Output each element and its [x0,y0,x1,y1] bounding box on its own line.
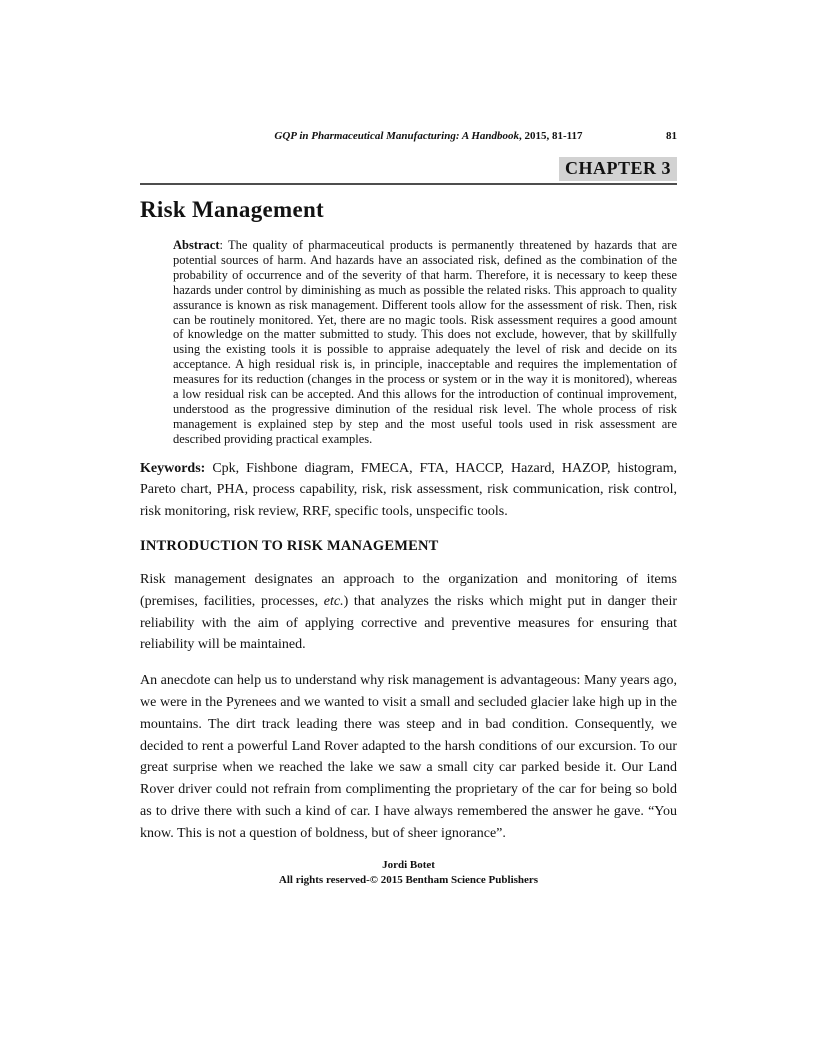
abstract-label: Abstract [173,238,220,252]
page-content [140,130,677,888]
section-heading-introduction: INTRODUCTION TO RISK MANAGEMENT [140,538,439,555]
paragraph1-etc-italic: etc. [323,593,344,609]
chapter-title: Risk Management [140,197,325,222]
paragraph1-text-after: ) that analyzes the risks which might put in danger their reliability with the aim of applying corrective and preventive measures for ensuring that reliability will be maintained. [140,593,677,653]
running-head-book-title: GQP in Pharmaceutical Manufacturing: A Handbook [274,130,519,142]
abstract-text: : The quality of pharmaceutical products is permanently threatened by hazards that are potential sources of harm. And hazards have an associated risk, defined as the combination of the probability of occurrence and of the severity of that harm. Therefore, it is necessary to keep these hazards under control by diminishing as much as possible the related risks. This approach to quality assurance is known as risk management. Different tools allow for the assessment of risk. Then, risk can be routinely monitored. Yet, there are no magic tools. Risk assessment requires a good amount of knowledge on the matter submitted to study. This does not exclude, however, that by skillfully using the existing tools it is possible to appraise adequately the level of risk and decide on its acceptance. A high residual risk is, in principle, inacceptable and requires the implementation of measures for its reduction (changes in the process or system or in the way it is monitored), whereas a low residual risk can be accepted. And this allows for the introduction of continual improvement, understood as the progressive diminution of the residual risk level. The whole process of risk management is explained step by step and the most useful tools used in risk assessment are described providing practical examples. [173,238,677,446]
chapter-badge: CHAPTER 3 [559,157,677,181]
running-head-citation [274,130,582,142]
running-head [140,130,677,145]
paragraph-risk-management-definition [140,569,677,656]
paragraph1-text-before: Risk management designates an approach to the organization and monitoring of items (premises, facilities, processes, [140,572,677,609]
chapter-row [140,157,677,181]
abstract-paragraph [173,238,677,447]
header-rule [140,183,677,185]
paragraph-anecdote: An anecdote can help us to understand why risk management is advantageous: Many years ago, we were in the Pyrenees and we wanted to visit a small and secluded glacier lake high up in the mountains. The dirt track leading there was steep and in bad condition. Consequently, we decided to rent a powerful Land Rover adapted to the harsh conditions of our excursion. To our great surprise when we reached the lake we saw a small city car parked beside it. Our Land Rover driver could not refrain from complimenting the proprietary of the car for being so bold as to drive there with such a kind of car. I have always remembered the answer he gave. “You know. This is not a question of boldness, but of sheer ignorance”. [140,673,677,841]
keywords-text: Cpk, Fishbone diagram, FMECA, FTA, HACCP, Hazard, HAZOP, histogram, Pareto chart, PHA, process capability, risk, risk assessment, risk communication, risk control, risk monitoring, risk review, RRF, specific tools, unspecific tools. [140,460,677,520]
running-head-citation-suffix: , 2015, 81-117 [519,130,583,142]
footer-rights: All rights reserved-© 2015 Bentham Science Publishers [278,873,539,886]
keywords-label: Keywords: [140,460,206,476]
keywords-paragraph [140,458,677,523]
footer-author: Jordi Botet [382,858,435,871]
page-footer [140,858,677,888]
page-number: 81 [666,130,677,142]
